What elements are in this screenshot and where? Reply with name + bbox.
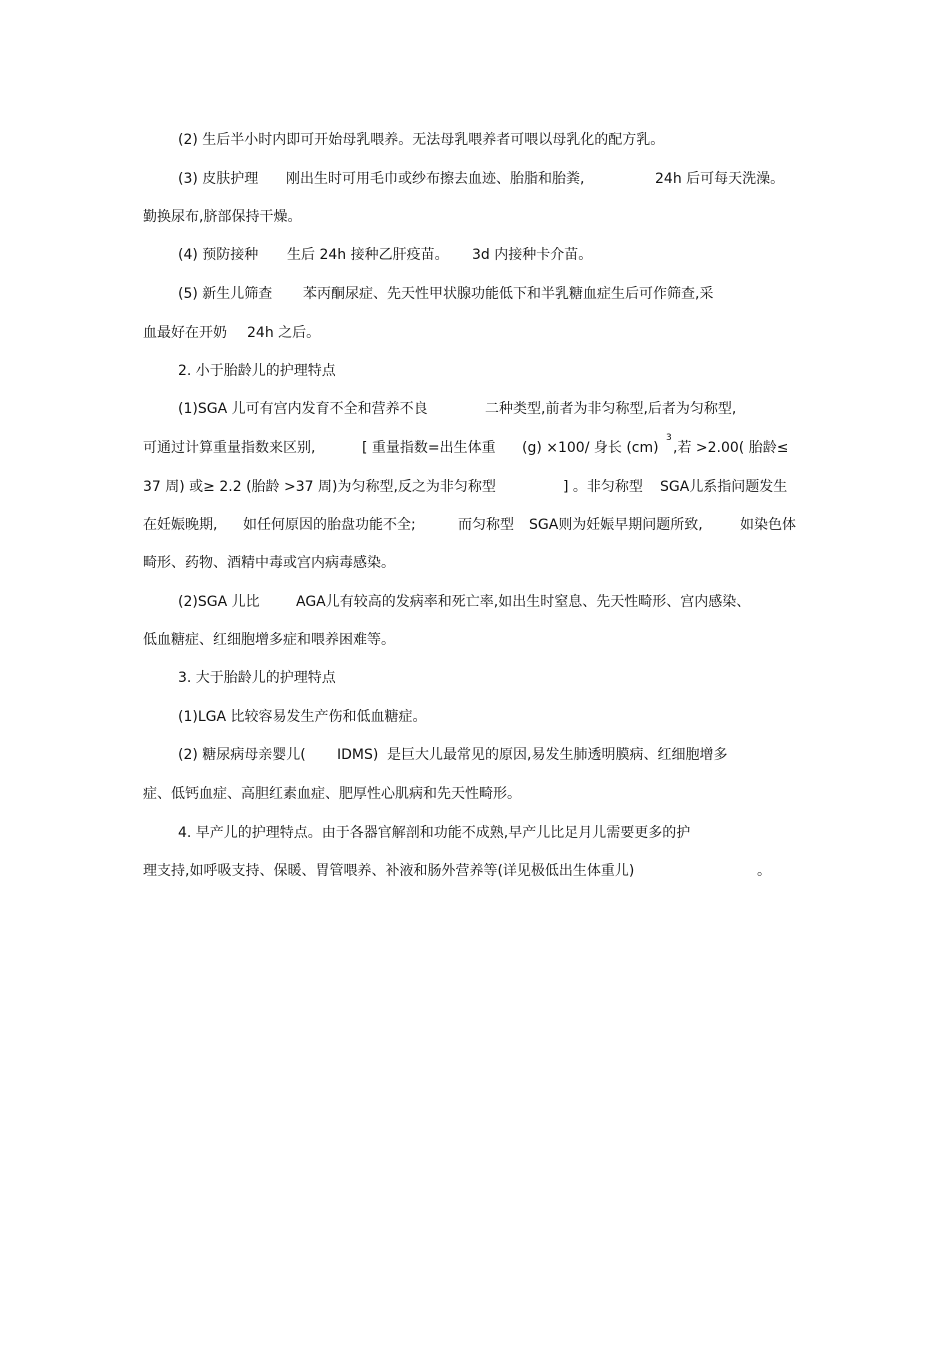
text-run: 症、低钙血症、高胆红素血症、肥厚性心肌病和先天性畸形。 (143, 786, 521, 802)
text-run: 3. 大于胎龄儿的护理特点 (178, 670, 336, 686)
text-run: 如染色体 (740, 517, 796, 533)
text-run: 畸形、药物、酒精中毒或宫内病毒感染。 (143, 555, 395, 571)
text-run: [ 重量指数=出生体重 (362, 440, 496, 456)
text-run: AGA儿有较高的发病率和死亡率,如出生时窒息、先天性畸形、宫内感染、 (296, 594, 751, 610)
text-run: 在妊娠晚期, (143, 517, 218, 533)
text-run: (1)LGA 比较容易发生产伤和低血糖症。 (178, 709, 427, 725)
text-run: 而匀称型 (458, 517, 514, 533)
text-run: (5) 新生儿筛查 (178, 286, 273, 302)
text-run: 37 周) 或≥ 2.2 (胎龄 >37 周)为匀称型,反之为非匀称型 (143, 479, 496, 495)
text-run: (3) 皮肤护理 (178, 171, 259, 187)
text-run: 低血糖症、红细胞增多症和喂养困难等。 (143, 632, 395, 648)
document-page: (2) 生后半小时内即可开始母乳喂养。无法母乳喂养者可喂以母乳化的配方乳。 (3) 皮肤护理 刚出生时可用毛巾或纱布擦去血迹、胎脂和胎粪, 24h 后可每天洗澡。 勤换尿布,脐部保持干燥。 (4) 预防接种 生后 24h 接种乙肝疫苗。 3d 内接种卡介苗。 (5) 新生儿筛查 苯丙酮尿症、先天性甲状腺功能低下和半乳糖血症生后可作筛查,采 血最好在开奶 24h 之后。 2. 小于胎龄儿的护理特点 (1)SGA 儿可有宫内发育不全和营养不良 二种类型,前者为非匀称型,后者为匀称型, 可通过计算重量指数来区别, [ 重量指数=出生体重 (g) ×100/ 身长 (cm) 3 ,若 >2.00( 胎龄≤ 37 周) 或≥ 2.2 (胎龄 >37 周)为匀称型,反之为非匀称型 ] 。非匀称型 SGA儿系指问题发生 在妊娠晚期, 如任何原因的胎盘功能不全; 而匀称型 SGA则为妊娠早期问题所致, 如染色体 畸形、药物、酒精中毒或宫内病毒感染。 (2)SGA 儿比 AGA儿有较高的发病率和死亡率,如出生时窒息、先天性畸形、宫内感染、 低血糖症、红细胞增多症和喂养困难等。 3. 大于胎龄儿的护理特点 (1)LGA 比较容易发生产伤和低血糖症。 (2) 糖尿病母亲婴儿( IDMS) 是巨大儿最常见的原因,易发生肺透明膜病、红细胞增多 症、低钙血症、高胆红素血症、肥厚性心肌病和先天性畸形。 4. 早产儿的护理特点。由于各器官解剖和功能不成熟,早产儿比足月儿需要更多的护 理支持,如呼吸支持、保暖、胃管喂养、补液和肠外营养等(详见极低出生体重儿) 。 (143, 132, 796, 879)
text-run: (g) ×100/ 身长 (cm) (522, 440, 659, 456)
text-run: SGA儿系指问题发生 (660, 479, 788, 495)
text-run: 二种类型,前者为非匀称型,后者为匀称型, (485, 401, 737, 417)
text-run: IDMS) (337, 747, 379, 763)
text-run: (4) 预防接种 (178, 247, 259, 263)
text-run: 生后 24h 接种乙肝疫苗。 (287, 247, 449, 263)
text-run: (2)SGA 儿比 (178, 594, 260, 610)
text-run: 勤换尿布,脐部保持干燥。 (143, 209, 302, 225)
text-run: 可通过计算重量指数来区别, (143, 440, 316, 456)
text-run: SGA则为妊娠早期问题所致, (529, 517, 703, 533)
text-run: 4. 早产儿的护理特点。由于各器官解剖和功能不成熟,早产儿比足月儿需要更多的护 (178, 825, 691, 841)
text-run: 是巨大儿最常见的原因,易发生肺透明膜病、红细胞增多 (387, 747, 728, 763)
text-run: (1)SGA 儿可有宫内发育不全和营养不良 (178, 401, 428, 417)
text-run: 3d 内接种卡介苗。 (472, 247, 593, 263)
text-run: 血最好在开奶 (143, 325, 227, 341)
text-run: 刚出生时可用毛巾或纱布擦去血迹、胎脂和胎粪, (286, 171, 585, 187)
text-run: (2) 生后半小时内即可开始母乳喂养。无法母乳喂养者可喂以母乳化的配方乳。 (178, 132, 665, 148)
text-run: 24h 之后。 (247, 325, 321, 341)
text-run: 。 (757, 863, 771, 879)
text-run: 如任何原因的胎盘功能不全; (243, 517, 416, 533)
text-run: (2) 糖尿病母亲婴儿( (178, 747, 306, 763)
text-run: 24h 后可每天洗澡。 (655, 171, 785, 187)
text-run: 理支持,如呼吸支持、保暖、胃管喂养、补液和肠外营养等(详见极低出生体重儿) (143, 863, 635, 879)
text-run: 2. 小于胎龄儿的护理特点 (178, 363, 336, 379)
text-run: 苯丙酮尿症、先天性甲状腺功能低下和半乳糖血症生后可作筛查,采 (303, 286, 714, 302)
text-run: ,若 >2.00( 胎龄≤ (673, 440, 789, 456)
text-run: ] 。非匀称型 (563, 479, 643, 495)
